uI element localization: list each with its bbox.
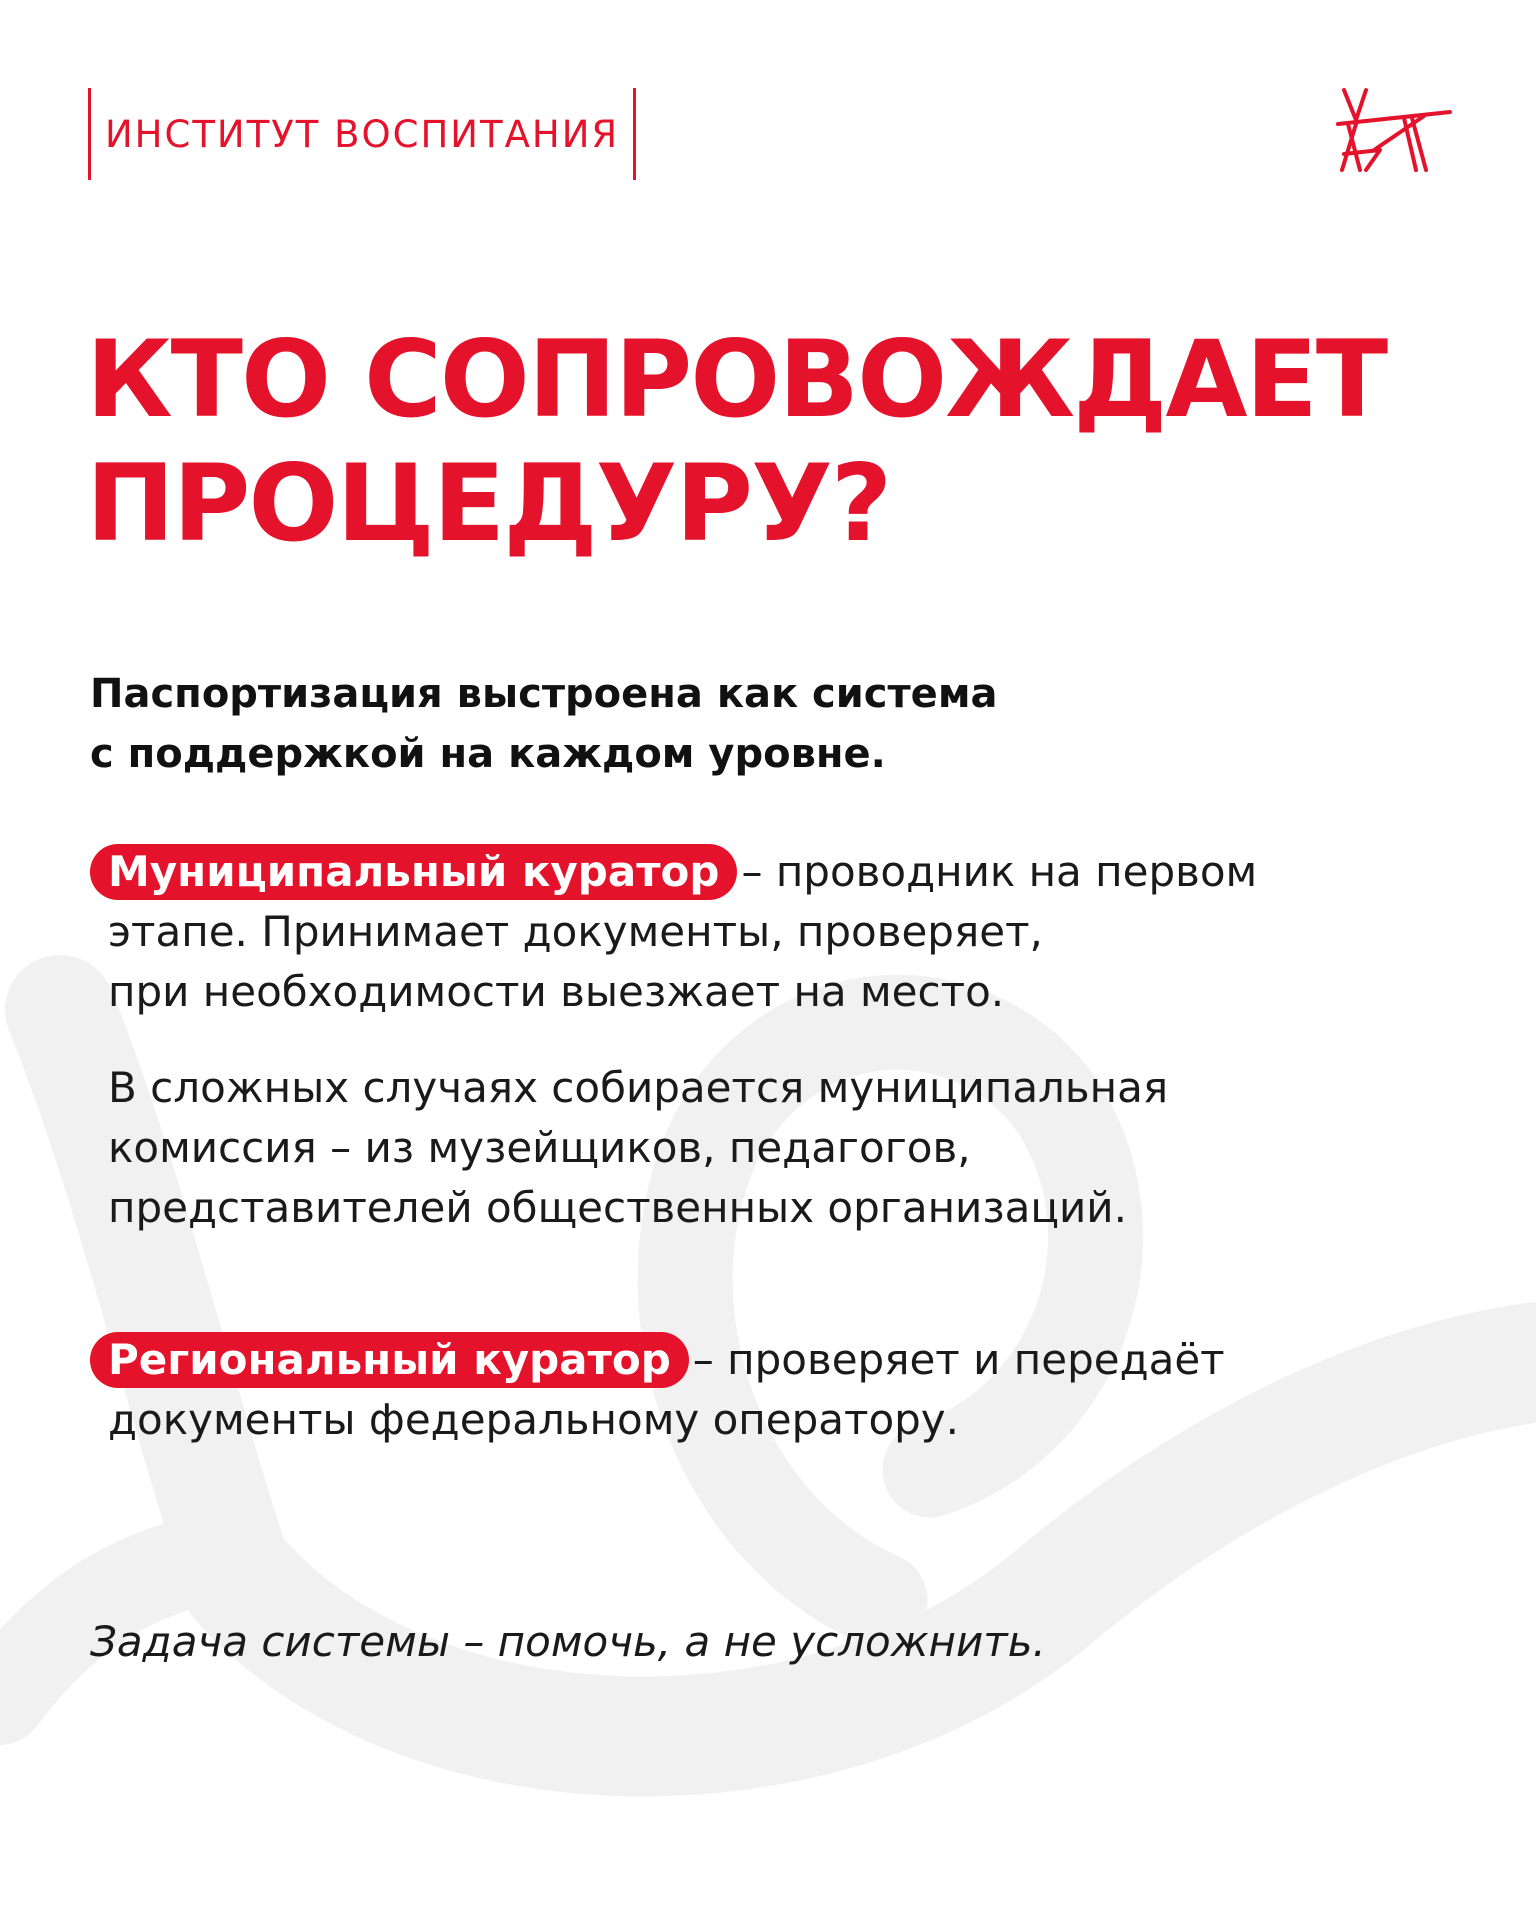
regional-curator-badge: Региональный куратор — [90, 1332, 689, 1388]
regional-curator-section — [90, 1330, 1225, 1450]
municipal-line-2: этапе. Принимает документы, проверяет, — [108, 907, 1043, 956]
intro-line-2: с поддержкой на каждом уровне. — [90, 731, 886, 777]
header-right-divider — [633, 88, 636, 180]
horse-line-logo-icon — [1330, 84, 1458, 184]
title-line-2: ПРОЦЕДУРУ? — [86, 442, 891, 565]
municipal-first-line — [90, 842, 1257, 902]
brand-header — [88, 88, 636, 180]
municipal-commission-paragraph — [108, 1058, 1168, 1238]
intro-line-1: Паспортизация выстроена как система — [90, 671, 998, 717]
commission-line-2: комиссия – из музейщиков, педагогов, — [108, 1123, 971, 1172]
municipal-first-line-text: – проводник на первом — [741, 847, 1258, 896]
regional-first-line — [90, 1330, 1225, 1390]
intro-paragraph — [90, 664, 998, 784]
title-line-1: КТО СОПРОВОЖДАЕТ — [86, 318, 1387, 441]
municipal-curator-badge: Муниципальный куратор — [90, 844, 737, 900]
commission-line-3: представителей общественных организаций. — [108, 1183, 1127, 1232]
commission-line-1: В сложных случаях собирается муниципальная — [108, 1063, 1169, 1112]
municipal-curator-section — [90, 842, 1257, 1022]
brand-name: ИНСТИТУТ ВОСПИТАНИЯ — [105, 112, 620, 156]
regional-first-line-text: – проверяет и передаёт — [692, 1335, 1225, 1384]
regional-line-2: документы федеральному оператору. — [108, 1395, 960, 1444]
municipal-line-3: при необходимости выезжает на место. — [108, 967, 1005, 1016]
page-title — [86, 318, 1386, 566]
footer-tagline: Задача системы – помочь, а не усложнить. — [90, 1617, 1046, 1666]
